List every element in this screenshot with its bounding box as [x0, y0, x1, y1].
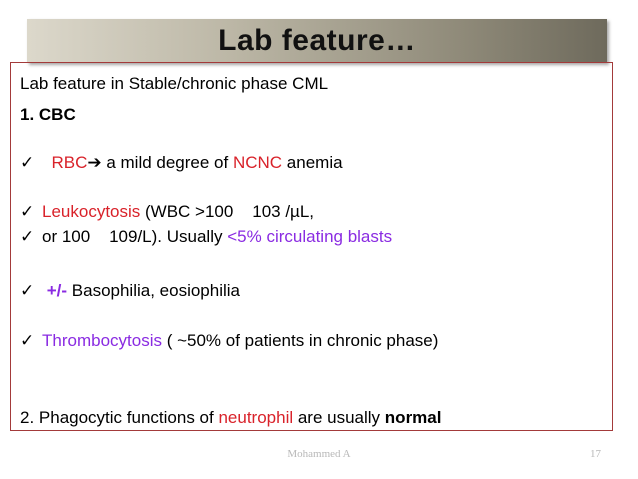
checkmark-icon: ✓ [20, 227, 35, 246]
plus-minus-term: +/- [46, 281, 68, 300]
basophilia-text: Basophilia, eosiophilia [67, 281, 240, 300]
intro-line: Lab feature in Stable/chronic phase CML [20, 74, 329, 93]
usually-text: are usually [293, 408, 385, 427]
wbc-text: (WBC >100 103 /µL, [140, 202, 315, 221]
checkmark-icon: ✓ [20, 153, 35, 172]
checkmark-icon: ✓ [20, 281, 35, 300]
ncnc-term: NCNC [232, 153, 283, 172]
content-frame [10, 62, 613, 431]
neutrophil-term: neutrophil [218, 408, 294, 427]
leukocytosis-term: Leukocytosis [42, 202, 141, 221]
cbc-heading: 1. CBC [20, 105, 76, 124]
blasts-term: <5% circulating blasts [227, 227, 393, 246]
slide-title: Lab feature… [218, 24, 416, 57]
basophilia-line [20, 281, 240, 301]
normal-term: normal [384, 408, 442, 427]
rbc-term: RBC [51, 153, 88, 172]
checkmark-icon: ✓ [20, 331, 35, 350]
page-number: 17 [590, 448, 601, 460]
wbc-count-text: or 100 109/L). Usually [42, 227, 228, 246]
checkmark-icon: ✓ [20, 202, 35, 221]
footer-author: Mohammed A [287, 448, 351, 460]
thrombocytosis-text: ( ~50% of patients in chronic phase) [161, 331, 439, 350]
thrombocytosis-line [20, 331, 438, 351]
anemia-text: anemia [282, 153, 343, 172]
arrow-icon: ➔ [87, 153, 102, 172]
blasts-line [20, 227, 392, 247]
thrombocytosis-term: Thrombocytosis [42, 331, 162, 350]
rbc-text: a mild degree of [101, 153, 233, 172]
title-bar [27, 19, 607, 63]
rbc-line [20, 153, 343, 173]
phagocytic-line [20, 408, 441, 428]
phagocytic-text: 2. Phagocytic functions of [20, 408, 219, 427]
leukocytosis-line [20, 202, 314, 222]
